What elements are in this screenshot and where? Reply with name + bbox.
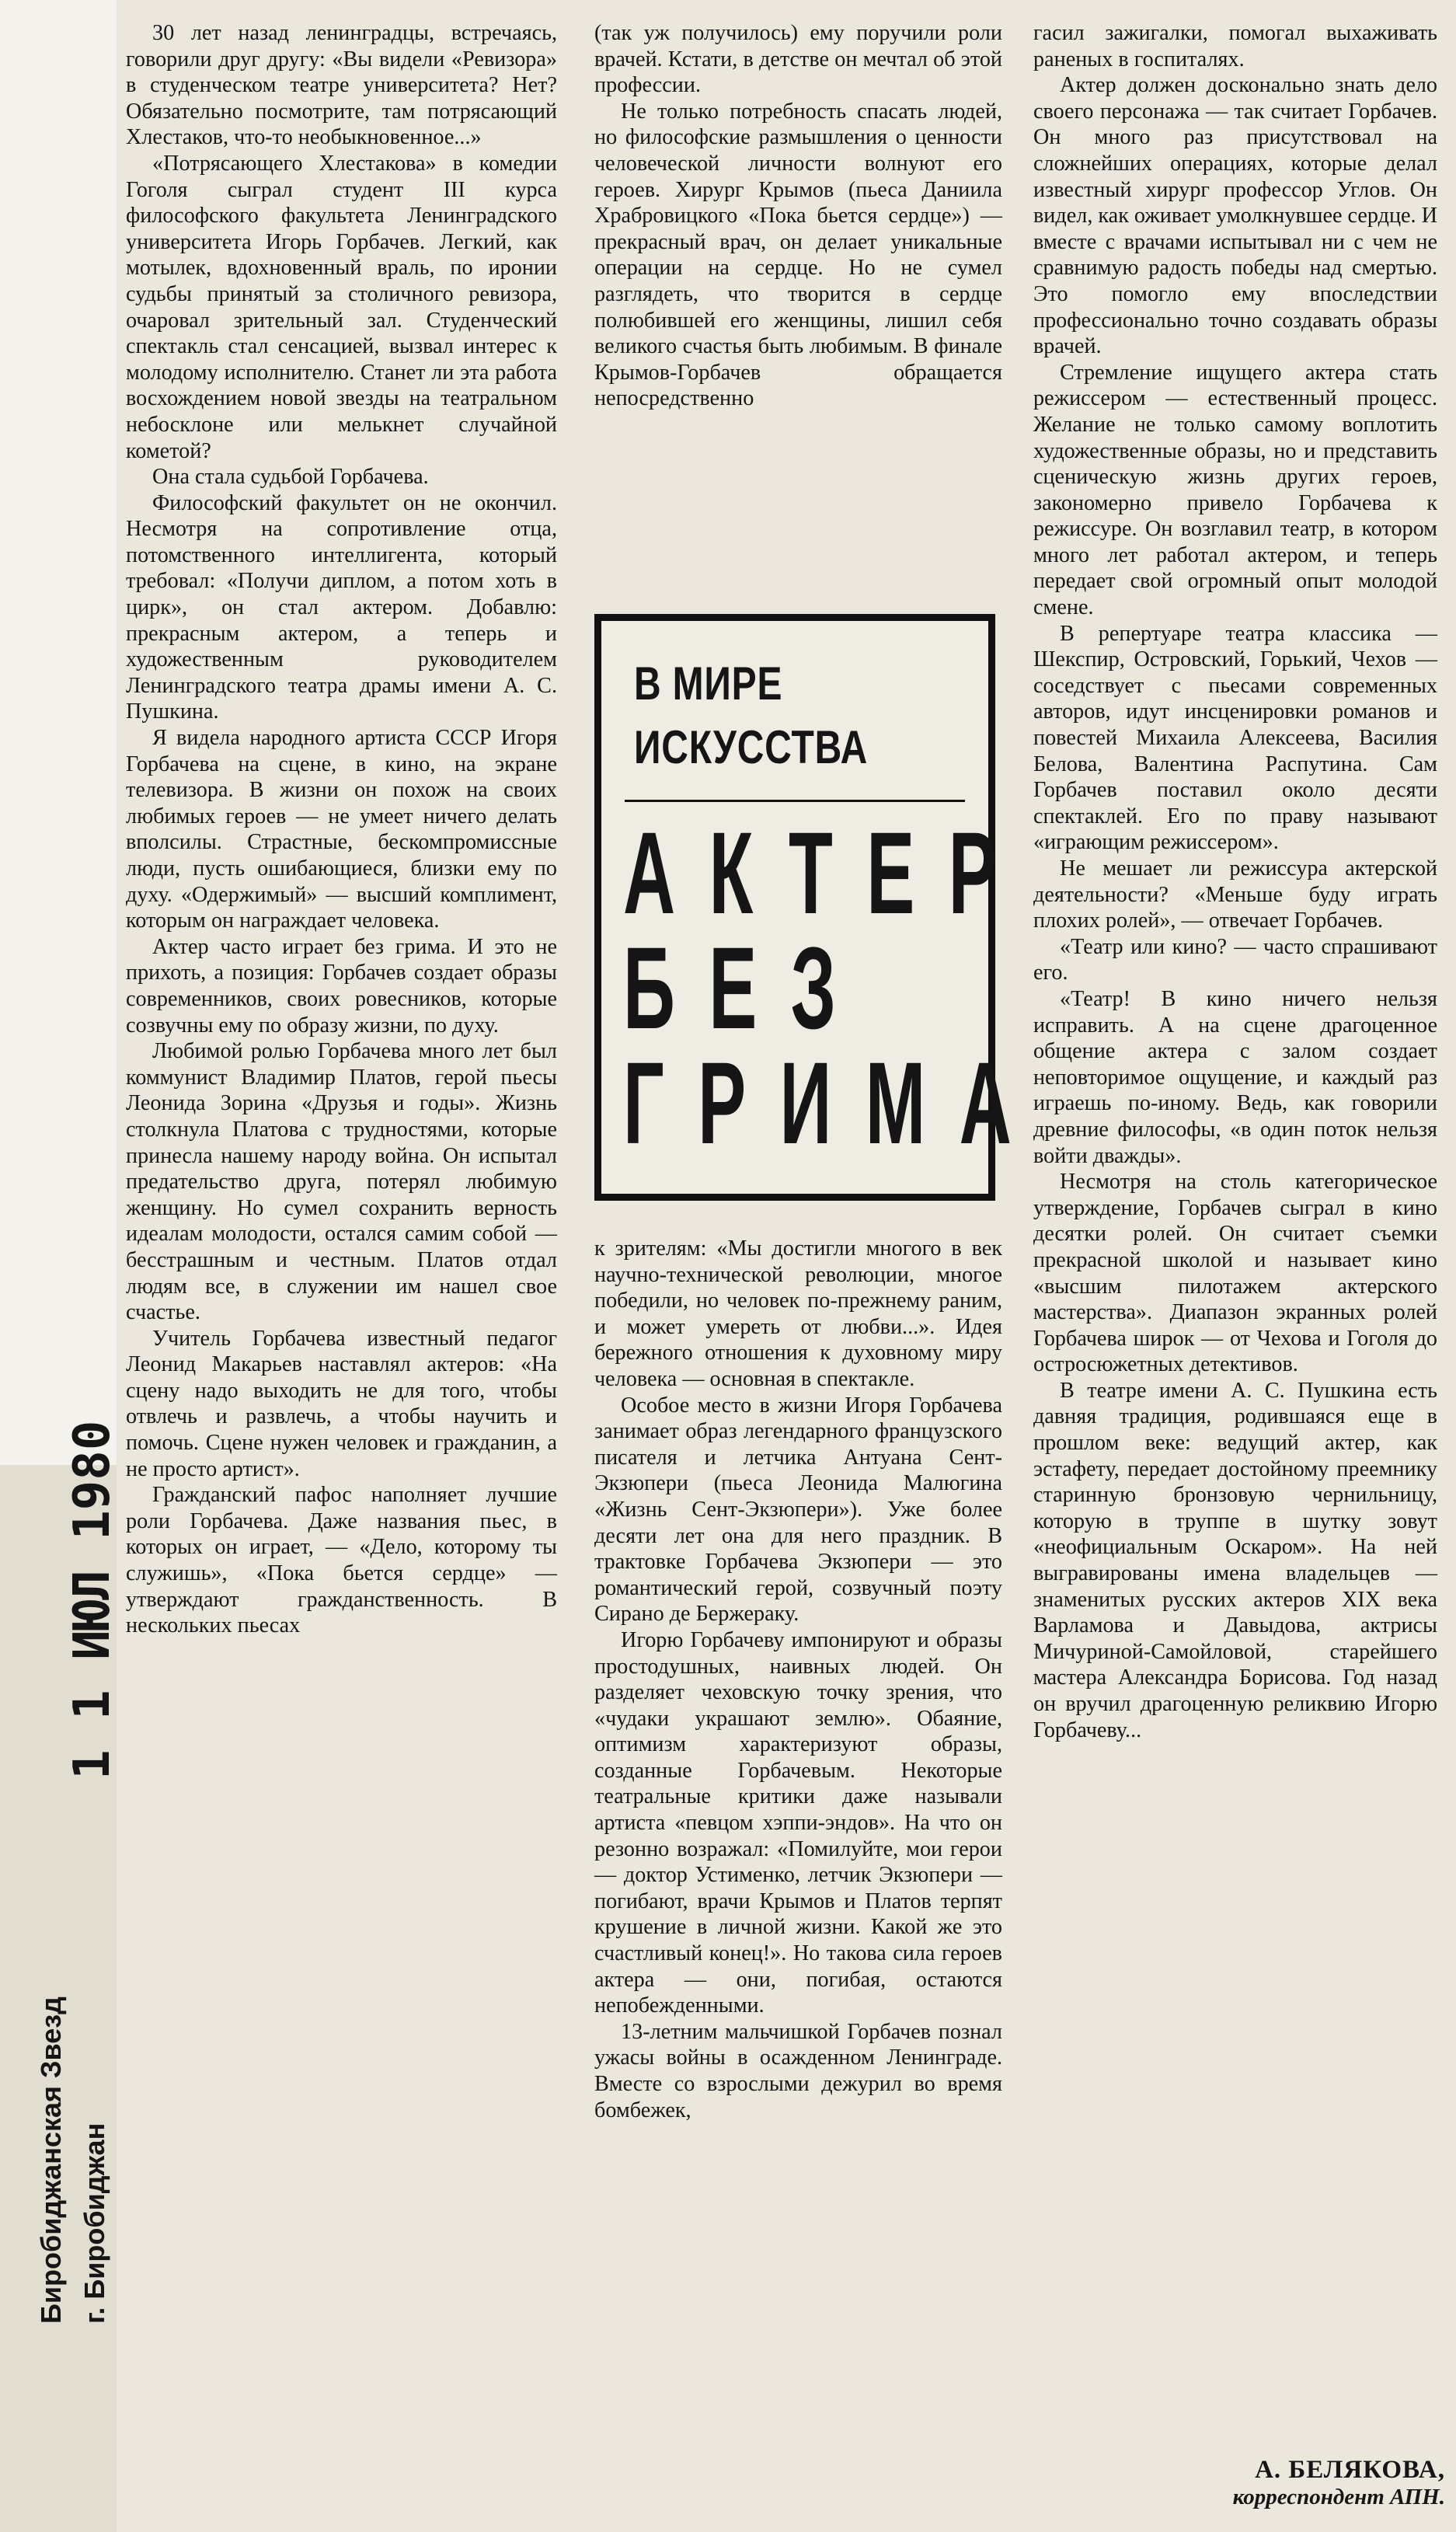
paragraph: 30 лет назад ленинградцы, встречаясь, говорили друг другу: «Вы видели «Ревизора» в студенческом театре университета? Нет? Обязательно посмотрите, там потрясающий Хлестаков, что-то необыкновенное...» [126, 21, 557, 150]
city-name: г. Биробиджан [78, 2122, 110, 2324]
article-column-2-top [594, 20, 1002, 412]
divider [625, 800, 965, 802]
source-stamp [30, 1997, 117, 2324]
article-column-2-bottom [594, 1236, 1002, 2123]
paragraph: Гражданский пафос наполняет лучшие роли Горбачева. Даже названия пьес, в которых он играет, — «Дело, которому ты служишь», «Пока бьется сердце» — утверждают гражданственность. В нескольких пьесах [126, 1483, 557, 1638]
date-stamp: 1 1 ИЮЛ 1980 [64, 1420, 121, 1780]
headline-line-2: БЕЗ [623, 922, 870, 1053]
headline-box [594, 614, 1046, 1201]
author-name: А. БЕЛЯКОВА, [1255, 2456, 1445, 2484]
paragraph: Особое место в жизни Игоря Горбачева занимает образ легендарного французского писателя и летчика Антуана Сент-Экзюпери (пьеса Леонида Малюгина «Жизнь Сент-Экзюпери»). Уже более десяти лет она для него праздник. В трактовке Горбачева Экзюпери — это романтический герой, созвучный поэту Сирано де Бержераку. [594, 1393, 1002, 1627]
paragraph: Не мешает ли режиссура актерской деятельности? «Меньше буду играть плохих ролей», — отвечает Горбачев. [1033, 856, 1437, 933]
rubric: В МИРЕ ИСКУССТВА [634, 657, 869, 773]
paragraph: Философский факультет он не окончил. Несмотря на сопротивление отца, потомственного интеллигента, который требовал: «Получи диплом, а потом хоть в цирк», он стал актером. Добавлю: прекрасным актером, а теперь и художественным руководителем Ленинградского театра драмы имени А. С. Пушкина. [126, 490, 557, 724]
paragraph: Игорю Горбачеву импонируют и образы простодушных, наивных людей. Он разделяет чеховскую точку зрения, что «чудаки украшают землю». Обаяние, оптимизм характеризуют образы, созданные Горбачевым. Некоторые театральные критики даже называли артиста «певцом хэппи-эндов». На что он резонно возражал: «Помилуйте, мои герои — доктор Устименко, летчик Экзюпери — погибают, врачи Крымов и Платов терпят крушение в личной жизни. Какой же это счастливый конец!». Но такова сила героев актера — они, погибая, остаются непобежденными. [594, 1627, 1002, 2018]
paragraph: гасил зажигалки, помогал выхаживать раненых в госпиталях. [1033, 21, 1437, 71]
paragraph: Я видела народного артиста СССР Игоря Горбачева на сцене, в кино, на экране телевизора. В жизни он похож на своих любимых героев — не умеет ничего делать вполсилы. Страстные, бескомпромиссные люди, пусть ошибающиеся, близки ему по духу. «Одержимый» — высший комплимент, которым он награждает человека. [126, 726, 557, 933]
headline-line-1: АКТЕР [623, 807, 1031, 938]
paragraph: Учитель Горбачева известный педагог Леонид Макарьев наставлял актеров: «На сцену надо выходить не для того, чтобы отвлечь и развлечь, а чтобы научить и помочь. Сцене нужен человек и гражданин, а не просто артист». [126, 1326, 557, 1481]
article-column-3 [1033, 20, 1437, 1743]
paragraph: Она стала судьбой Горбачева. [152, 465, 429, 490]
paragraph: Стремление ищущего актера стать режиссером — естественный процесс. Желание не только самому воплотить художественные образы, но и представить сценическую жизнь других героев, закономерно привело Горбачева к режиссуре. Он возглавил театр, в котором много лет работал актером, и теперь передает свой огромный опыт молодой смене. [1033, 360, 1437, 620]
paragraph: Актер часто играет без грима. И это не прихоть, а позиция: Горбачев создает образы современников, своих ровесников, которые созвучны ему по образу жизни, по духу. [126, 934, 557, 1038]
paragraph: Несмотря на столь категорическое утверждение, Горбачев сыграл в кино десятки ролей. Он считает съемки прекрасной школой и называет кино «высшим пилотажем актерского мастерства». Диапазон экранных ролей Горбачева широк — от Чехова и Гоголя до остросюжетных детективов. [1033, 1170, 1437, 1377]
paragraph: В театре имени А. С. Пушкина есть давняя традиция, родившаяся еще в прошлом веке: ведущий актер, как эстафету, передает достойному преемнику старинную бронзовую чернильницу, которую в труппе в шутку зовут «неофициальным Оскаром». На ней выгравированы имена владельцев — знаменитых русских актеров XIX века Варламова и Давыдова, актрисы Мичуриной-Самойловой, старейшего мастера Александра Борисова. Год назад он вручил драгоценную реликвию Игорю Горбачеву... [1033, 1378, 1437, 1742]
headline [623, 807, 1046, 1168]
article-column-1 [126, 20, 557, 1639]
paragraph: «Театр или кино? — часто спрашивают его. [1033, 934, 1437, 985]
paragraph: «Театр! В кино ничего нельзя исправить. А на сцене драгоценное общение актера с залом создает неповторимое ощущение, и каждый раз играешь по-иному. Ведь, как говорили древние философы, «в один поток нельзя войти дважды». [1033, 986, 1437, 1168]
paragraph: В репертуаре театра классика — Шекспир, Островский, Горький, Чехов — соседствует с пьесами современных авторов, идут инсценировки романов и повестей Михаила Алексеева, Василия Белова, Валентина Распутина. Сам Горбачев поставил около десяти спектаклей. Его по праву называют «играющим режиссером». [1033, 621, 1437, 855]
author-role: корреспондент АПН. [1232, 2485, 1445, 2509]
paragraph: «Потрясающего Хлестакова» в комедии Гоголя сыграл студент III курса философского факультета Ленинградского университета Игорь Горбачев. Легкий, как мотылек, вдохновенный враль, по иронии судьбы принятый за столичного ревизора, очаровал зрительный зал. Студенческий спектакль стал сенсацией, вызвал интерес к молодому исполнителю. Станет ли эта работа восхождением новой звезды на театральном небосклоне или мелькнет случайной кометой? [126, 151, 557, 463]
author-signature [1103, 2456, 1445, 2510]
paragraph: к зрителям: «Мы достигли многого в век научно-технической революции, многое победили, но человек по-прежнему раним, и может умереть от любви...». Идея бережного отношения к духовному миру человека — основная в спектакле. [594, 1236, 1002, 1391]
paragraph: (так уж получилось) ему поручили роли врачей. Кстати, в детстве он мечтал об этой профессии. [594, 21, 1002, 98]
paragraph: Любимой ролью Горбачева много лет был коммунист Владимир Платов, герой пьесы Леонида Зорина «Друзья и годы». Жизнь столкнула Платова с трудностями, которые принесла нашему народу война. Он испытал предательство друга, потерял любимую женщину. Но сумел сохранить верность идеалам молодости, остался самим собой — бесстрашным и честным. Платов отдал людям все, в служении им нашел свое счастье. [126, 1039, 557, 1325]
paragraph: Не только потребность спасать людей, но философские размышления о ценности человеческой личности волнуют его героев. Хирург Крымов (пьеса Даниила Храбровицкого «Пока бьется сердце») — прекрасный врач, он делает уникальные операции на сердце. Но не сумел разглядеть, что творится в сердце полюбившей его женщины, лишил себя великого счастья быть любимым. В финале Крымов-Горбачев обращается непосредственно [594, 99, 1002, 411]
paragraph: Актер должен досконально знать дело своего персонажа — так считает Горбачев. Он много раз присутствовал на сложнейших операциях, которые делал известный хирург профессор Углов. Он видел, как оживает умолкнувшее сердце. И вместе с врачами испытывал ни с чем не сравнимую радость победы над смертью. Это помогло ему впоследствии профессионально точно создавать образы врачей. [1033, 73, 1437, 359]
paragraph: 13-летним мальчишкой Горбачев познал ужасы войны в осажденном Ленинграде. Вместе со взрослыми дежурил во время бомбежек, [594, 2019, 1002, 2122]
newspaper-name: Биробиджанская Звезд [35, 1997, 67, 2324]
headline-line-3: ГРИМА [623, 1038, 1046, 1168]
